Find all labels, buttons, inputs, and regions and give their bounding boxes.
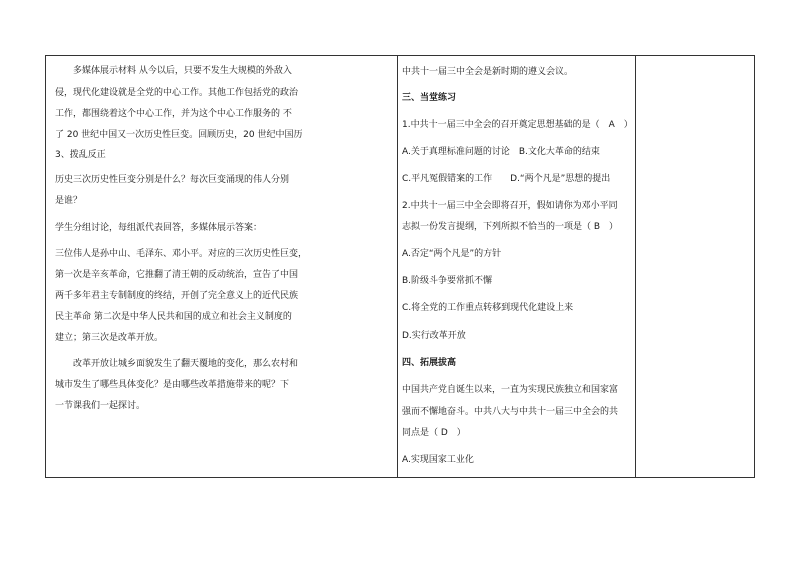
question-text: 志拟一份发言提纲，下列所拟不恰当的一项是（ B ） — [402, 222, 619, 232]
text-line: 侵，现代化建设就是全党的中心工作。其他工作包括党的政治 — [55, 88, 299, 98]
section-heading: 四、拓展拔高 — [402, 358, 457, 368]
text-line: 城市发生了哪些具体变化？是由哪些改革措施带来的呢？下 — [55, 380, 290, 390]
text-line: 学生分组讨论，每组派代表回答，多媒体展示答案： — [55, 223, 263, 233]
column-divider — [635, 56, 636, 477]
text-line: 历史三次历史性巨变分别是什么？每次巨变涌现的伟人分别 — [55, 175, 290, 185]
answer-option: D.实行改革开放 — [402, 331, 466, 341]
answer-option: C.平凡冤假错案的工作 D.“两个凡是”思想的提出 — [402, 174, 611, 184]
question-text: 同点是（ D ） — [402, 428, 466, 438]
text-line: 改革开放让城乡面貌发生了翻天覆地的变化，那么农村和 — [55, 359, 299, 369]
question-text: 强而不懈地奋斗。中共八大与中共十一届三中全会的共 — [402, 407, 619, 417]
text-line: 3、拨乱反正 — [55, 150, 106, 160]
column-divider — [397, 56, 398, 477]
lesson-table — [45, 55, 755, 478]
text-line: 中共十一届三中全会是新时期的遵义会议。 — [402, 67, 574, 77]
text-line: 了 20 世纪中国又一次历史性巨变。回顾历史，20 世纪中国历 — [55, 130, 303, 140]
answer-option: C.将全党的工作重点转移到现代化建设上来 — [402, 303, 574, 313]
text-line: 多媒体展示材料 从今以后，只要不发生大规模的外敌入 — [55, 66, 292, 76]
text-line: 一节课我们一起探讨。 — [55, 401, 146, 411]
answer-option: A.关于真理标准问题的讨论 B.文化大革命的结束 — [402, 147, 600, 157]
answer-option: A.实现国家工业化 — [402, 455, 474, 465]
question-text: 中国共产党自诞生以来，一直为实现民族独立和国家富 — [402, 385, 619, 395]
text-line: 工作，都围绕着这个中心工作，并为这个中心工作服务的 不 — [55, 109, 292, 119]
text-line: 民主革命 第二次是中华人民共和国的成立和社会主义制度的 — [55, 312, 292, 322]
question-text: 2.中共十一届三中全会即将召开，假如请你为邓小平同 — [402, 201, 618, 211]
text-line: 建立；第三次是改革开放。 — [55, 333, 164, 343]
question-text: 1.中共十一届三中全会的召开奠定思想基础的是（ A ） — [402, 120, 633, 130]
text-line: 第一次是辛亥革命，它推翻了清王朝的反动统治，宣告了中国 — [55, 270, 299, 280]
text-line: 是谁？ — [55, 196, 83, 206]
section-heading: 三、当堂练习 — [402, 93, 457, 103]
text-line: 三位伟人是孙中山、毛泽东、邓小平。对应的三次历史性巨变， — [55, 249, 308, 259]
answer-option: A.否定“两个凡是”的方针 — [402, 249, 502, 259]
answer-option: B.阶级斗争要常抓不懈 — [402, 276, 493, 286]
text-line: 两千多年君主专制制度的终结，开创了完全意义上的近代民族 — [55, 291, 299, 301]
